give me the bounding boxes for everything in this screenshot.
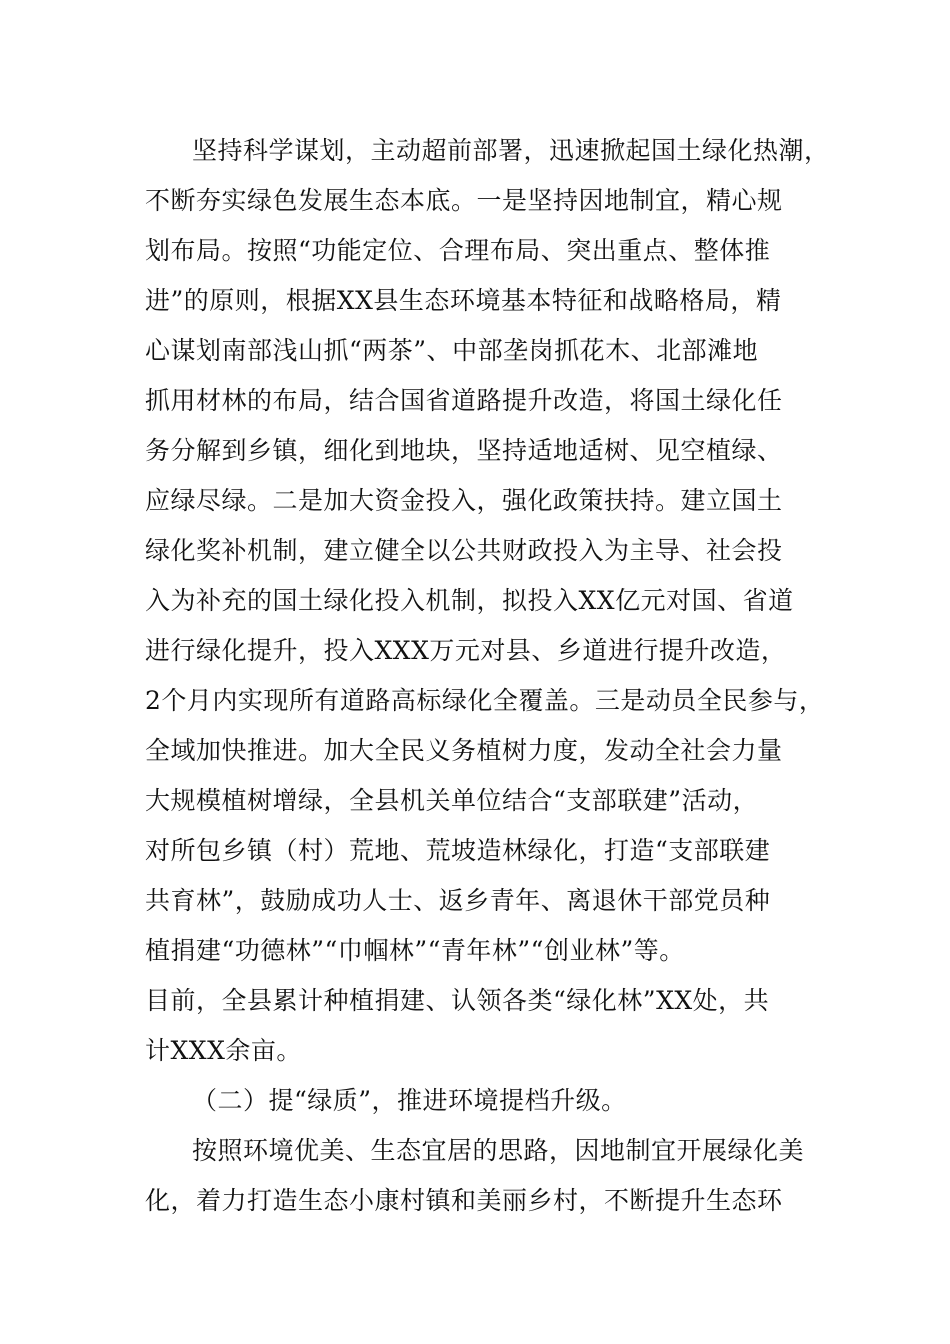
document-body	[145, 126, 835, 1226]
text-line: 划布局。按照“功能定位、合理布局、突出重点、整体推	[145, 236, 771, 265]
text-line: 全域加快推进。加大全民义务植树力度，发动全社会力量	[145, 736, 783, 765]
text-line: 务分解到乡镇，细化到地块，坚持适地适树、见空植绿、	[145, 436, 783, 465]
text-line: 抓用材林的布局，结合国省道路提升改造，将国土绿化任	[145, 386, 783, 415]
text-line: 计XXX余亩。	[145, 1036, 302, 1065]
text-line: 2个月内实现所有道路高标绿化全覆盖。三是动员全民参与，	[145, 686, 825, 715]
text-line: 绿化奖补机制，建立健全以公共财政投入为主导、社会投	[145, 536, 783, 565]
text-line: 进”的原则，根据XX县生态环境基本特征和战略格局，精	[145, 286, 782, 315]
section-heading: （二）提“绿质”，推进环境提档升级。	[192, 1086, 627, 1115]
text-line: 共育林”，鼓励成功人士、返乡青年、离退休干部党员种	[145, 886, 771, 915]
text-line: 入为补充的国土绿化投入机制，拟投入XX亿元对国、省道	[145, 586, 794, 615]
text-line: 心谋划南部浅山抓“两茶”、中部垄岗抓花木、北部滩地	[145, 336, 759, 365]
text-line: 坚持科学谋划，主动超前部署，迅速掀起国土绿化热潮，	[192, 136, 830, 165]
text-line: 不断夯实绿色发展生态本底。一是坚持因地制宜，精心规	[145, 186, 783, 215]
text-line: 目前，全县累计种植捐建、认领各类“绿化林”XX处，共	[145, 986, 770, 1015]
text-line: 进行绿化提升，投入XXX万元对县、乡道进行提升改造，	[145, 636, 787, 665]
text-line: 化，着力打造生态小康村镇和美丽乡村，不断提升生态环	[145, 1186, 783, 1215]
text-line: 按照环境优美、生态宜居的思路，因地制宜开展绿化美	[192, 1136, 805, 1165]
text-line: 大规模植树增绿，全县机关单位结合“支部联建”活动，	[145, 786, 759, 815]
text-line: 应绿尽绿。二是加大资金投入，强化政策扶持。建立国土	[145, 486, 783, 515]
text-line: 植捐建“功德林”“巾帼林”“青年林”“创业林”等。	[145, 936, 685, 965]
text-line: 对所包乡镇（村）荒地、荒坡造林绿化，打造“支部联建	[145, 836, 771, 865]
